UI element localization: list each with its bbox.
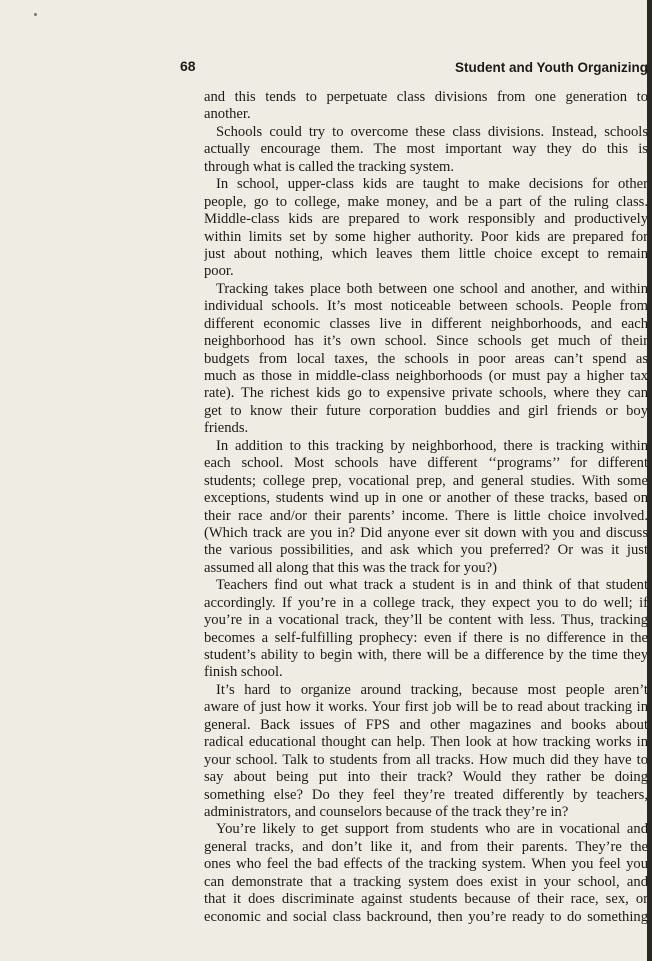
text-line: that it does discriminate against students because of their race, sex, or xyxy=(204,891,648,908)
running-title: Student and Youth Organizing xyxy=(455,60,648,75)
text-line: Schools could try to overcome these class divisions. Instead, schools xyxy=(216,123,648,140)
text-line: finish school. xyxy=(204,664,283,681)
text-line: becomes a self-fulfilling prophecy: even if there is no difference in the xyxy=(204,629,648,646)
text-line: In addition to this tracking by neighborhood, there is tracking within xyxy=(216,437,648,454)
text-line: you’re in a vocational track, they’ll be content with less. Thus, tracking xyxy=(204,612,648,629)
text-line: another. xyxy=(204,106,251,123)
text-line: within limits set by some higher authority. Poor kids are prepared for xyxy=(204,228,648,245)
text-line: administrators, and counselors because of the track they’re in? xyxy=(204,803,569,820)
text-line: much as those in middle-class neighborhoods (or must pay a higher tax xyxy=(204,368,648,384)
text-line: friends. xyxy=(204,420,249,437)
text-line: aware of just how it works. Your first job will be to read about tracking in xyxy=(204,699,648,716)
dust-speck xyxy=(34,13,37,16)
text-line: individual schools. It’s most noticeable between schools. People from xyxy=(204,298,648,315)
text-line: budgets from local taxes, the schools in poor areas can’t spend as xyxy=(204,350,648,367)
text-line: each school. Most schools have different ‘‘programs’’ for different xyxy=(204,455,648,472)
text-line: poor. xyxy=(204,263,234,280)
page-header xyxy=(0,56,652,78)
text-line: assumed all along that this was the track for you?) xyxy=(204,559,498,576)
text-line: exceptions, students wind up in one or another of these tracks, based on xyxy=(204,490,648,507)
text-line: economic and social class backround, then you’re ready to do something xyxy=(204,908,648,925)
text-line: your school. Talk to students from all tracks. How much did they have to xyxy=(204,751,648,768)
text-line: through what is called the tracking system. xyxy=(204,158,455,175)
text-line: people, go to college, make money, and be a part of the ruling class. xyxy=(204,193,648,210)
text-line: general tracks, and don’t like it, and from their parents. They’re the xyxy=(204,838,648,855)
text-line: You’re likely to get support from students who are in vocational and xyxy=(216,821,648,838)
text-line: students; college prep, vocational prep, and general studies. With some xyxy=(204,472,648,489)
text-line: different economic classes live in different neighborhoods, and each xyxy=(204,315,648,332)
text-line: actually encourage them. The most important way they do this is xyxy=(204,141,648,158)
text-line: rate). The richest kids go to expensive private schools, where they can xyxy=(204,385,648,402)
text-line: their race and/or their parents’ income. There is little choice involved. xyxy=(204,507,648,524)
text-line: accordingly. If you’re in a college track, they expect you to do well; if xyxy=(204,594,648,611)
text-line: get to know their future corporation buddies and girl friends or boy xyxy=(204,402,648,419)
text-line: and this tends to perpetuate class divisions from one generation to xyxy=(204,89,648,105)
text-line: In school, upper-class kids are taught to make decisions for other xyxy=(216,176,648,193)
text-line: It’s hard to organize around tracking, because most people aren’t xyxy=(216,681,648,698)
text-line: ones who feel the bad effects of the tracking system. When you feel you xyxy=(204,856,648,873)
body-text xyxy=(204,89,648,926)
text-line: just about nothing, which leaves them little choice except to remain xyxy=(204,245,648,262)
text-line: Middle-class kids are prepared to work responsibly and productively xyxy=(204,211,648,228)
text-line: Tracking takes place both between one school and another, and within xyxy=(216,280,648,297)
text-line: (Which track are you in? Did anyone ever sit down with you and discuss xyxy=(204,524,648,541)
text-line: something else? Do they feel they’re treated differently by teachers, xyxy=(204,786,648,803)
text-line: say about being put into their track? Would they rather be doing xyxy=(204,769,648,786)
text-line: radical educational thought can help. Then look at how tracking works in xyxy=(204,734,648,751)
text-line: can demonstrate that a tracking system does exist in your school, and xyxy=(204,873,648,890)
text-line: neighborhood has it’s own school. Since schools get much of their xyxy=(204,333,648,350)
text-line: general. Back issues of FPS and other magazines and books about xyxy=(204,716,648,733)
text-line: the various possibilities, and ask which you preferred? Or was it just xyxy=(204,542,648,559)
text-line: student’s ability to begin with, there will be a difference by the time they xyxy=(204,647,648,663)
page-number: 68 xyxy=(180,58,196,74)
text-line: Teachers find out what track a student is in and think of that student xyxy=(216,577,648,594)
